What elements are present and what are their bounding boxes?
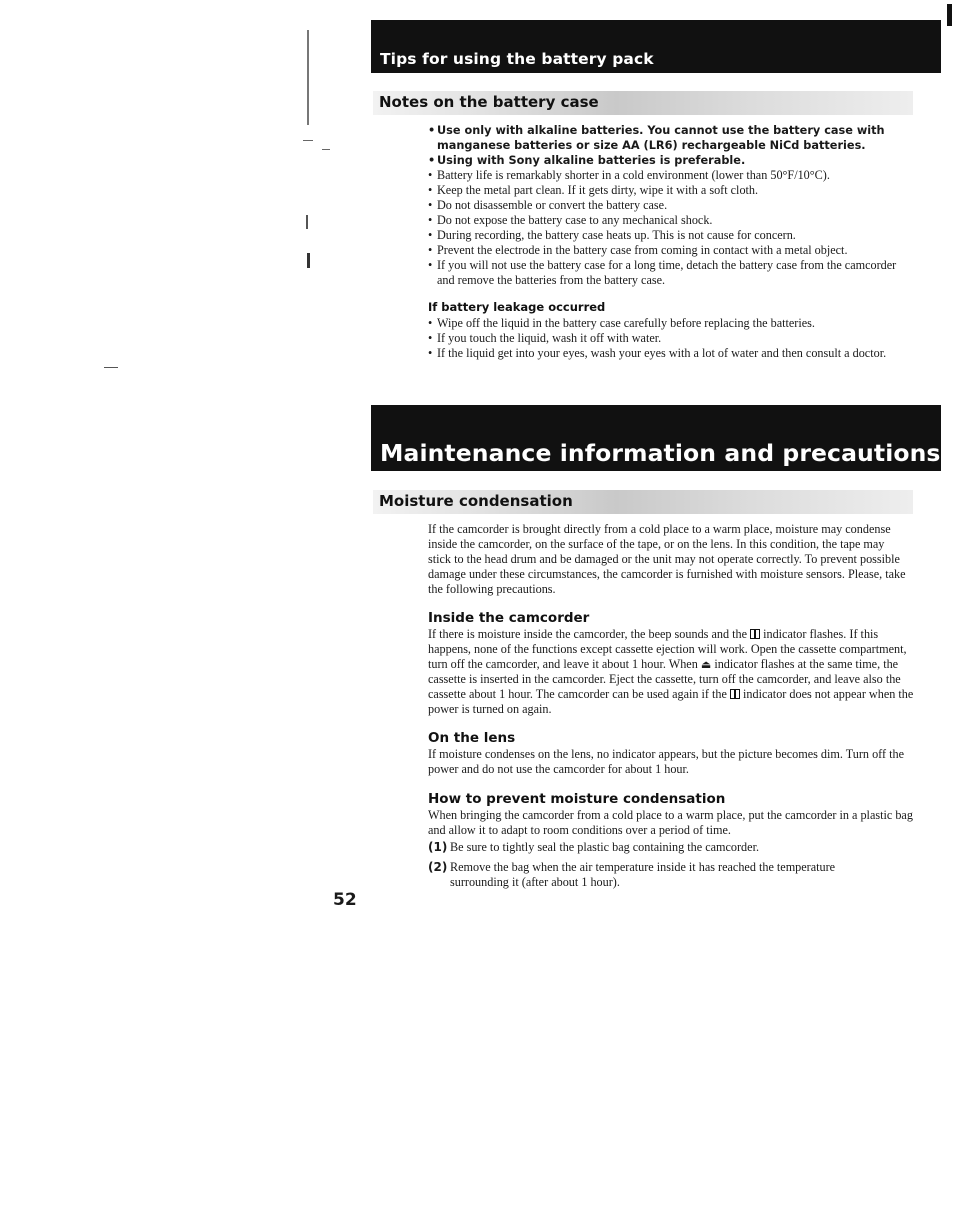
list-item: • Using with Sony alkaline batteries is preferable. xyxy=(428,153,908,168)
section-title: Tips for using the battery pack xyxy=(380,50,654,68)
list-item: • Use only with alkaline batteries. You cannot use the battery case with manganese batteries or size AA (LR6) rechargeable NiCd batteries. xyxy=(428,123,908,153)
moisture-header xyxy=(373,490,913,514)
prevent-step xyxy=(428,860,908,892)
inside-text-part: indicator flashes at the same time, the cassette is inserted in the camcorder. Eject the cassette, turn off the camcorder, and leave also the cassette about 1 hour. The camcorder can be used again if the xyxy=(428,657,901,701)
list-item: • Do not expose the battery case to any mechanical shock. xyxy=(428,213,908,228)
moisture-title: Moisture condensation xyxy=(379,492,573,510)
maintenance-header-bar xyxy=(371,405,941,471)
list-item: • Keep the metal part clean. If it gets dirty, wipe it with a soft cloth. xyxy=(428,183,908,198)
battery-notes-header xyxy=(373,91,913,115)
scan-artifact xyxy=(104,367,118,368)
scan-artifact xyxy=(306,215,308,229)
eject-icon: ⏏ xyxy=(700,658,712,671)
lens-text: If moisture condenses on the lens, no indicator appears, but the picture becomes dim. Turn off the power and do not use the camcorder for about 1 hour. xyxy=(428,747,904,776)
battery-notes-list xyxy=(428,123,908,288)
maintenance-title: Maintenance information and precautions xyxy=(380,439,941,467)
list-item: • If the liquid get into your eyes, wash your eyes with a lot of water and then consult a doctor. xyxy=(428,346,908,361)
page-number: 52 xyxy=(333,890,357,910)
step-text: Be sure to tightly seal the plastic bag containing the camcorder. xyxy=(450,840,759,854)
scan-artifact xyxy=(307,30,309,125)
moisture-indicator-icon xyxy=(750,629,760,639)
prevent-step xyxy=(428,840,908,856)
list-item: • Wipe off the liquid in the battery case carefully before replacing the batteries. xyxy=(428,316,908,331)
inside-text-part: If there is moisture inside the camcorder, the beep sounds and the xyxy=(428,627,747,641)
step-text: Remove the bag when the air temperature inside it has reached the temperature surrounding it (after about 1 hour). xyxy=(450,860,836,889)
leakage-list xyxy=(428,316,908,361)
list-item: • Prevent the electrode in the battery case from coming in contact with a metal object. xyxy=(428,243,908,258)
inside-text-part: indicator does not appear when the power is turned on again. xyxy=(428,687,914,716)
prevent-heading: How to prevent moisture condensation xyxy=(428,791,726,807)
step-number: (1) xyxy=(428,840,448,854)
inside-heading: Inside the camcorder xyxy=(428,610,590,626)
scan-artifact xyxy=(303,140,313,141)
list-item: • Battery life is remarkably shorter in a cold environment (lower than 50°F/10°C). xyxy=(428,168,908,183)
list-item: • During recording, the battery case heats up. This is not cause for concern. xyxy=(428,228,908,243)
inside-text xyxy=(428,627,914,717)
list-item: • If you will not use the battery case for a long time, detach the battery case from the camcorder and remove the batteries from the battery case. xyxy=(428,258,908,288)
leakage-heading: If battery leakage occurred xyxy=(428,300,606,314)
step-number: (2) xyxy=(428,860,448,874)
moisture-indicator-icon xyxy=(730,689,740,699)
prevent-text: When bringing the camcorder from a cold place to a warm place, put the camcorder in a plastic bag and allow it to adapt to room conditions over a period of time. xyxy=(428,808,913,837)
battery-notes-title: Notes on the battery case xyxy=(379,93,599,111)
scan-artifact xyxy=(947,4,952,26)
scan-artifact xyxy=(322,149,330,150)
moisture-intro: If the camcorder is brought directly from a cold place to a warm place, moisture may condense inside the camcorder, on the surface of the tape, or on the lens. In this condition, the tape may stick to the head drum and be damaged or the unit may not operate correctly. To prevent possible damage under these circumstances, the camcorder is furnished with moisture sensors. Please, take the following precautions. xyxy=(428,522,906,596)
list-item: • If you touch the liquid, wash it off with water. xyxy=(428,331,908,346)
lens-heading: On the lens xyxy=(428,730,516,746)
scan-artifact xyxy=(307,253,310,268)
inside-text-part: indicator flashes. If this happens, none of the functions except cassette ejection will work. Open the cassette compartment, turn off the camcorder, and leave it about 1 hour. When xyxy=(428,627,907,671)
list-item: • Do not disassemble or convert the battery case. xyxy=(428,198,908,213)
section-header-bar xyxy=(371,20,941,73)
